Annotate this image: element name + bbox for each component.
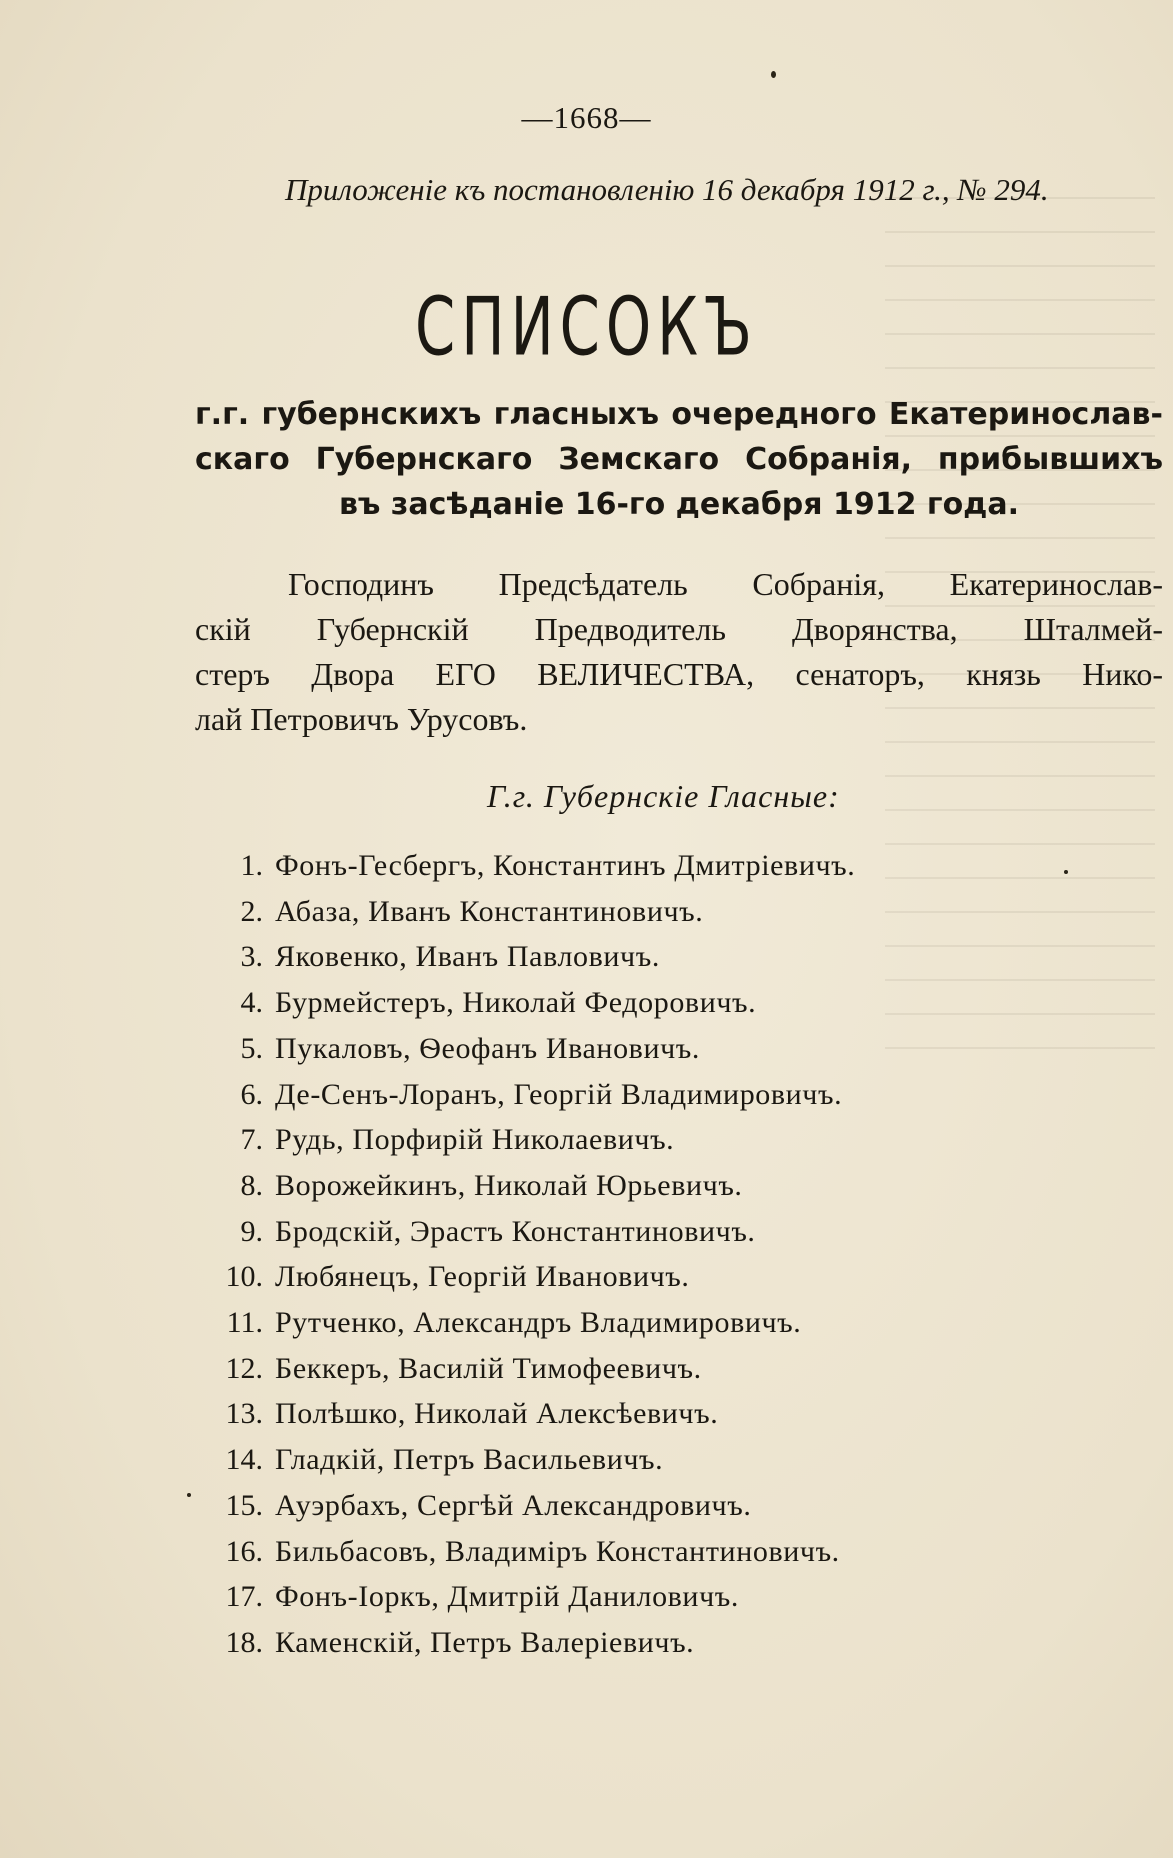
list-item <box>195 1254 1095 1300</box>
member-name: Бильбасовъ, Владиміръ Константиновичъ. <box>275 1534 840 1568</box>
item-number: 1. <box>240 849 263 882</box>
list-item <box>195 1529 1095 1575</box>
item-number: 13. <box>225 1397 263 1431</box>
document-title: СПИСОКЪ <box>415 282 758 375</box>
list-item <box>195 1620 1095 1666</box>
member-name: Каменскій, Петръ Валеріевичъ. <box>275 1625 695 1659</box>
list-item <box>195 1117 1095 1163</box>
section-heading: Г.г. Губернскіе Гласные: <box>487 778 840 814</box>
paragraph-line: лай Петровичъ Урусовъ. <box>195 701 528 737</box>
ink-speck <box>187 1493 191 1497</box>
list-item <box>195 934 1095 980</box>
list-item <box>195 1300 1095 1346</box>
member-name: Яковенко, Иванъ Павловичъ. <box>275 940 660 974</box>
list-item <box>195 980 1095 1026</box>
item-number: 17. <box>225 1580 263 1614</box>
ink-speck <box>771 71 776 78</box>
member-name: Беккеръ, Василій Тимофеевичъ. <box>275 1351 702 1385</box>
list-item <box>195 843 1095 889</box>
member-name: Полѣшко, Николай Алексѣевичъ. <box>275 1397 719 1431</box>
page-number: —1668— <box>521 100 652 135</box>
list-item <box>195 1026 1095 1072</box>
item-number: 7. <box>240 1123 263 1157</box>
item-number: 2. <box>240 894 263 928</box>
paragraph-line: Господинъ Предсѣдатель Собранія, Екатеринослав- <box>288 566 1163 602</box>
item-number: 8. <box>240 1168 263 1202</box>
item-number: 6. <box>240 1077 263 1111</box>
member-name: Фонъ-Гесбергъ, Константинъ Дмитріевичъ. <box>275 849 856 882</box>
item-number: 15. <box>225 1488 263 1522</box>
item-number: 10. <box>225 1260 263 1294</box>
item-number: 3. <box>240 940 263 974</box>
item-number: 9. <box>240 1214 263 1248</box>
member-name: Бурмейстеръ, Николай Федоровичъ. <box>275 986 757 1020</box>
list-item <box>195 1483 1095 1529</box>
list-item <box>195 1437 1095 1483</box>
item-number: 14. <box>225 1443 263 1477</box>
paragraph-line: стеръ Двора ЕГО ВЕЛИЧЕСТВА, сенаторъ, князь Нико- <box>195 656 1163 692</box>
member-name: Любянецъ, Георгій Ивановичъ. <box>275 1260 690 1294</box>
list-item <box>195 1574 1095 1620</box>
member-name: Ворожейкинъ, Николай Юрьевичъ. <box>275 1168 743 1202</box>
item-number: 12. <box>225 1351 263 1385</box>
list-item <box>195 1391 1095 1437</box>
member-name: Гладкій, Петръ Васильевичъ. <box>275 1443 664 1477</box>
member-name: Фонъ-Іоркъ, Дмитрій Даниловичъ. <box>275 1580 739 1614</box>
member-name: Ауэрбахъ, Сергѣй Александровичъ. <box>275 1488 752 1522</box>
members-list <box>195 843 1095 1666</box>
subtitle-line: скаго Губернскаго Земскаго Собранія, прибывшихъ <box>195 442 1163 477</box>
item-number: 16. <box>225 1534 263 1568</box>
item-number: 18. <box>225 1625 263 1659</box>
member-name: Бродскій, Эрастъ Константиновичъ. <box>275 1214 756 1248</box>
member-name: Абаза, Иванъ Константиновичъ. <box>275 894 704 928</box>
list-item <box>195 889 1095 935</box>
item-number: 5. <box>240 1031 263 1065</box>
member-name: Рудь, Порфирій Николаевичъ. <box>275 1123 675 1157</box>
paragraph-line: скій Губернскій Предводитель Дворянства, Шталмей- <box>195 611 1163 647</box>
list-item <box>195 1072 1095 1118</box>
chairman-paragraph <box>195 562 1163 742</box>
list-item <box>195 1163 1095 1209</box>
document-subtitle <box>195 392 1163 527</box>
list-item <box>195 1346 1095 1392</box>
list-item <box>195 1209 1095 1255</box>
annex-reference: Приложеніе къ постановленію 16 декабря 1912 г., № 294. <box>285 172 1049 207</box>
item-number: 4. <box>240 986 263 1020</box>
item-number: 11. <box>226 1306 263 1340</box>
subtitle-line: г.г. губернскихъ гласныхъ очередного Екатеринослав- <box>195 397 1163 432</box>
member-name: Де-Сенъ-Лоранъ, Георгій Владимировичъ. <box>275 1077 843 1111</box>
member-name: Рутченко, Александръ Владимировичъ. <box>275 1306 802 1340</box>
subtitle-line: въ засѣданіе 16-го декабря 1912 года. <box>338 487 1020 522</box>
member-name: Пукаловъ, Ѳеофанъ Ивановичъ. <box>275 1031 700 1065</box>
